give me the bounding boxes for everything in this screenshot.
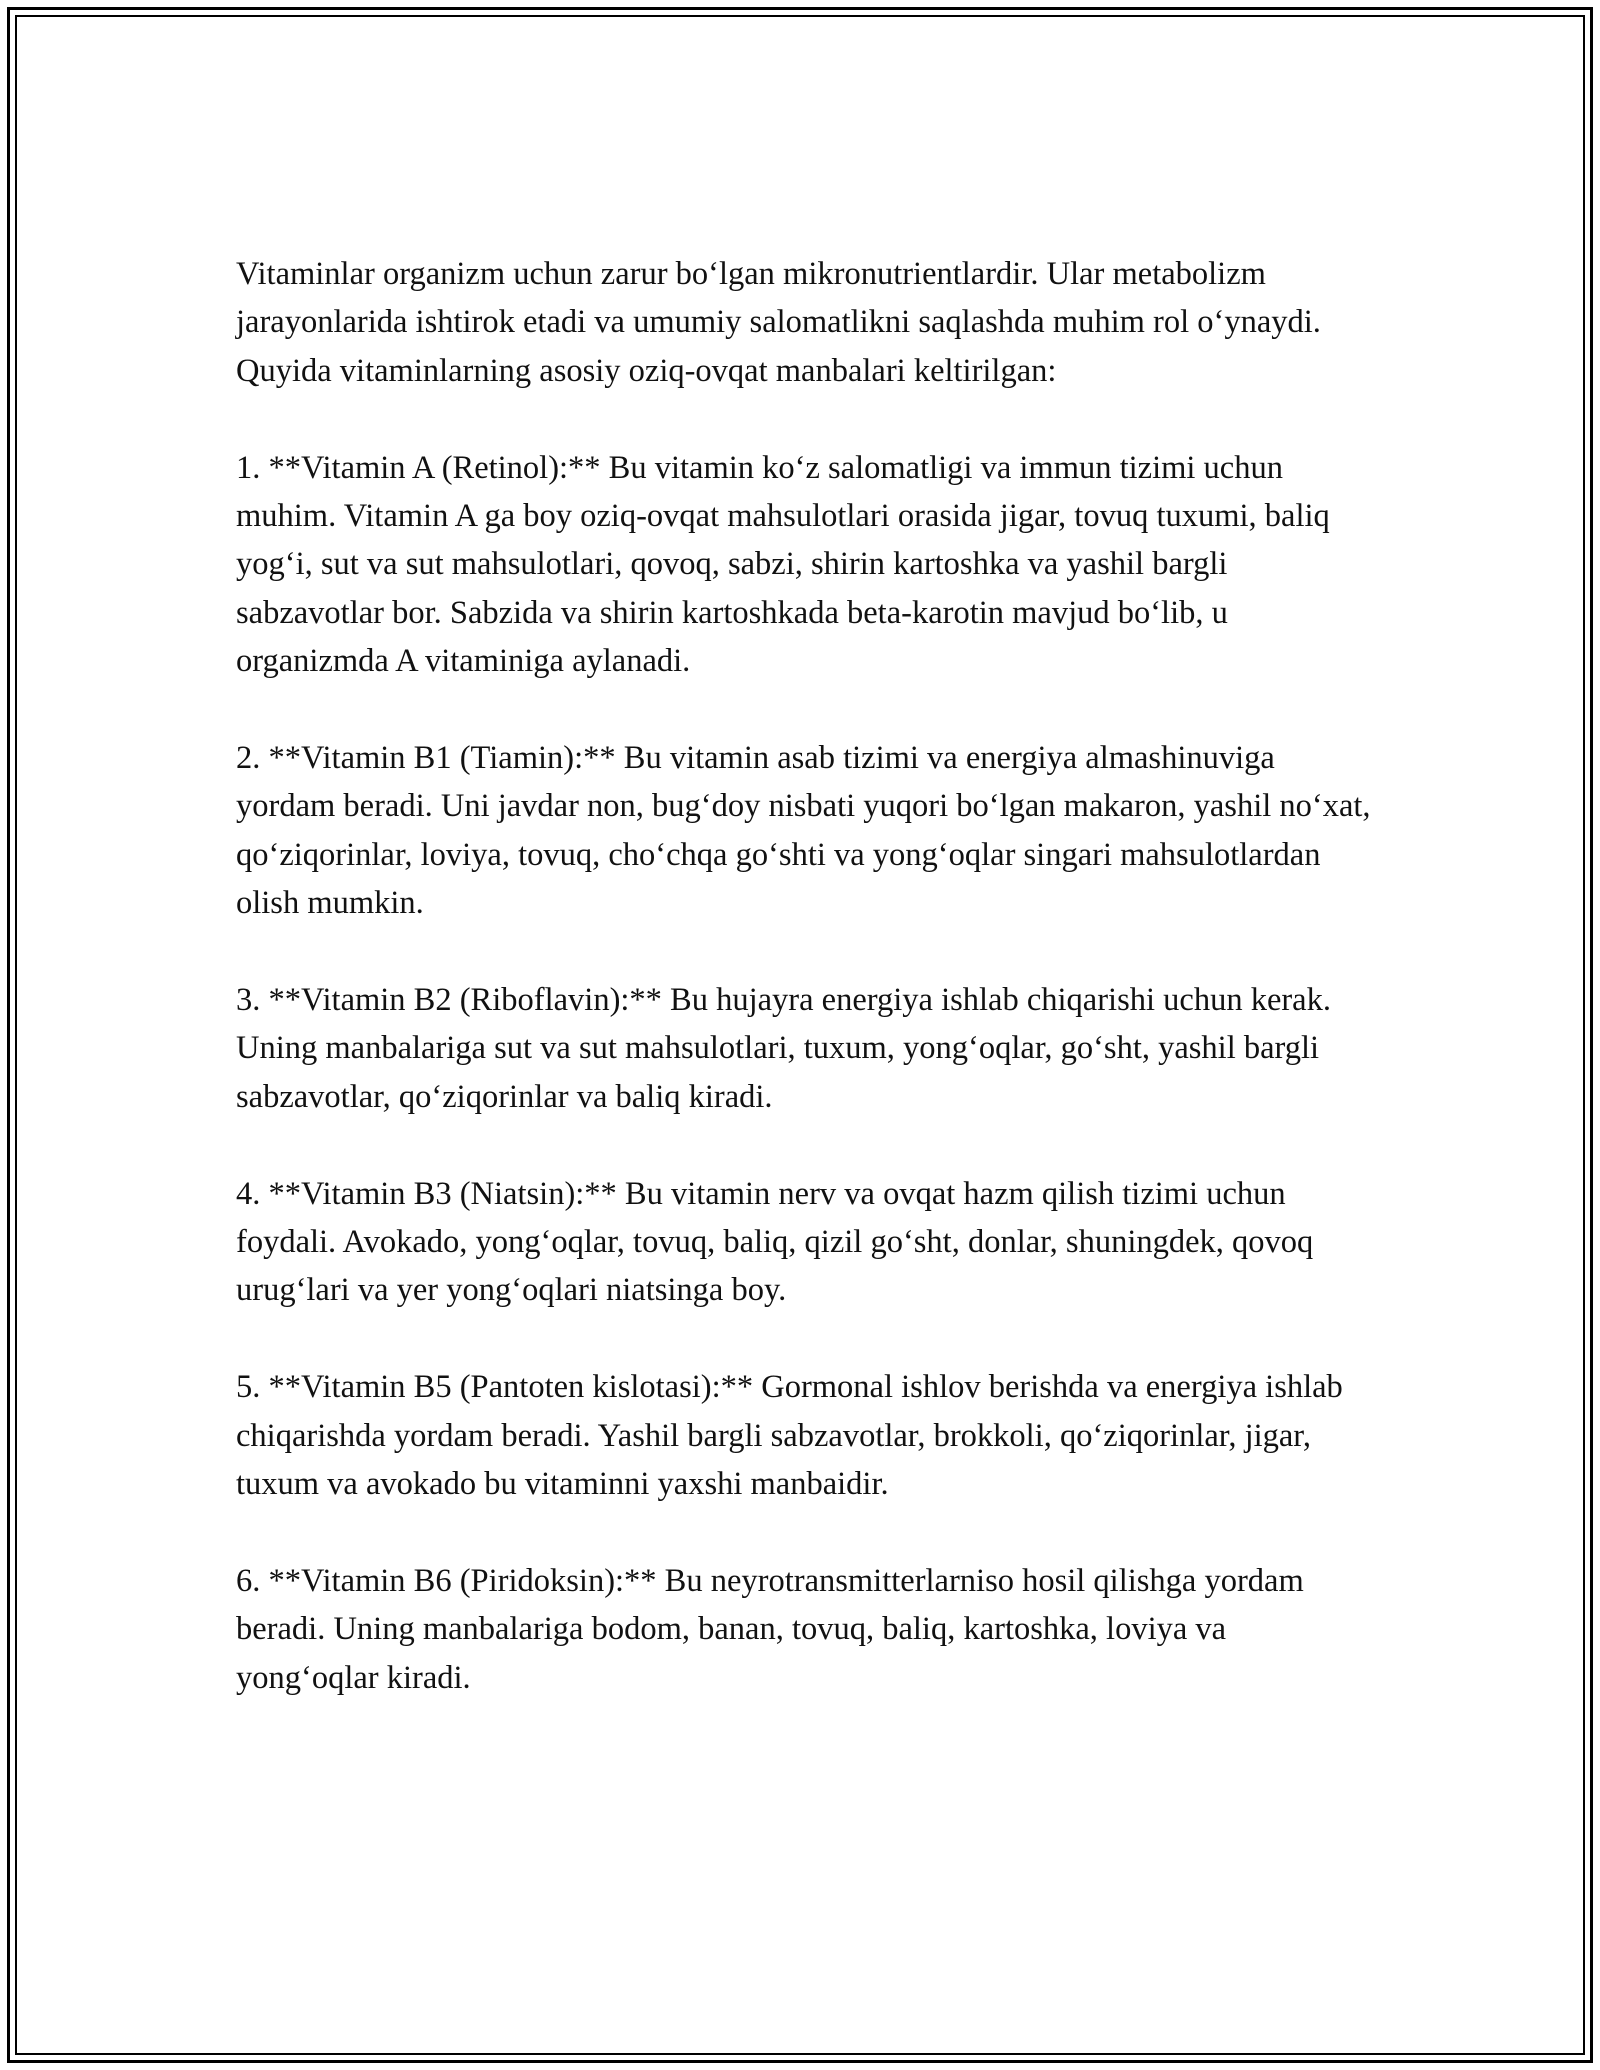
intro-paragraph: Vitaminlar organizm uchun zarur bo‘lgan mikronutrientlardir. Ular metabolizm jarayonlarida ishtirok etadi va umumiy salomatlikni saqlashda muhim rol o‘ynaydi. Quyida vitaminlarning asosiy oziq-ovqat manbalari keltirilgan:	[236, 256, 1321, 389]
list-item-vitamin-a: 1. **Vitamin A (Retinol):** Bu vitamin ko‘z salomatligi va immun tizimi uchun muhim. Vitamin A ga boy oziq-ovqat mahsulotlari orasida jigar, tovuq tuxumi, baliq yog‘i, sut va sut mahsulotlari, qovoq, sabzi, shirin kartoshka va yashil bargli sabzavotlar bor. Sabzida va shirin kartoshkada beta-karotin mavjud bo‘lib, u organizmda A vitaminiga aylanadi.	[236, 449, 1330, 680]
list-item-vitamin-b6: 6. **Vitamin B6 (Piridoksin):** Bu neyrotransmitterlarniso hosil qilishga yordam beradi. Uning manbalariga bodom, banan, tovuq, baliq, kartoshka, loviya va yong‘oqlar kiradi.	[236, 1562, 1304, 1696]
list-item-vitamin-b2: 3. **Vitamin B2 (Riboflavin):** Bu hujayra energiya ishlab chiqarishi uchun kerak. Uning manbalariga sut va sut mahsulotlari, tuxum, yong‘oqlar, go‘sht, yashil bargli sabzavotlar, qo‘ziqorinlar va baliq kiradi.	[236, 982, 1331, 1115]
list-item-vitamin-b1: 2. **Vitamin B1 (Tiamin):** Bu vitamin asab tizimi va energiya almashinuviga yordam beradi. Uni javdar non, bug‘doy nisbati yuqori bo‘lgan makaron, yashil no‘xat, qo‘ziqorinlar, loviya, tovuq, cho‘chqa go‘shti va yong‘oqlar singari mahsulotlardan olish mumkin.	[236, 740, 1371, 922]
document-body	[236, 250, 1376, 1702]
list-item-vitamin-b5: 5. **Vitamin B5 (Pantoten kislotasi):** Gormonal ishlov berishda va energiya ishlab chiqarishda yordam beradi. Yashil bargli sabzavotlar, brokkoli, qo‘ziqorinlar, jigar, tuxum va avokado bu vitaminni yaxshi manbaidir.	[236, 1369, 1343, 1503]
list-item-vitamin-b3: 4. **Vitamin B3 (Niatsin):** Bu vitamin nerv va ovqat hazm qilish tizimi uchun foydali. Avokado, yong‘oqlar, tovuq, baliq, qizil go‘sht, donlar, shuningdek, qovoq urug‘lari va yer yong‘oqlari niatsinga boy.	[236, 1175, 1314, 1309]
